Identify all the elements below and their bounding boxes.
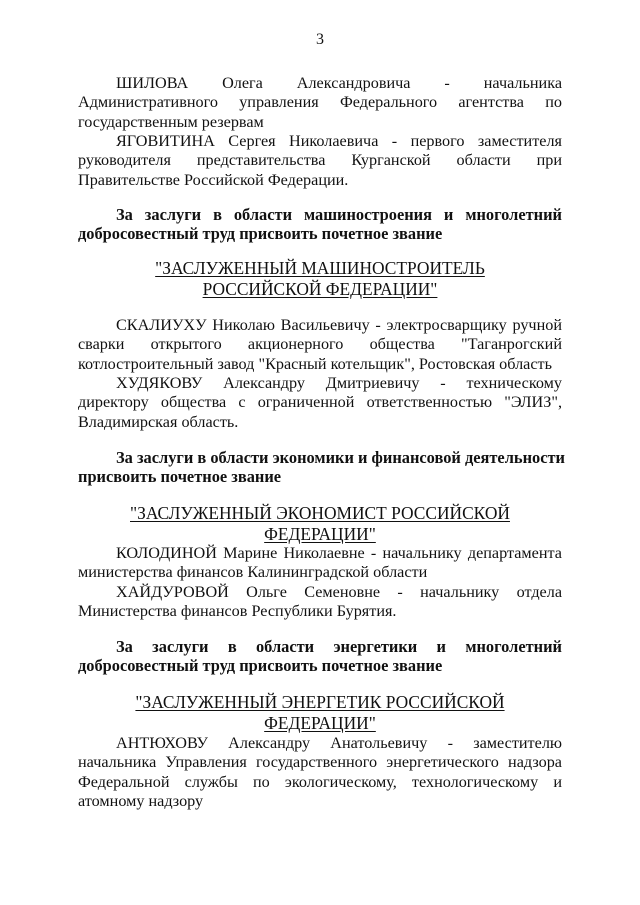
award-text-economy — [78, 448, 565, 487]
entry-line: Административного управления Федерального агентства по — [78, 93, 562, 112]
entry-khaidurova — [78, 583, 562, 622]
award-text-machine — [78, 205, 562, 244]
entry-line: министерства финансов Калининградской области — [78, 563, 428, 582]
entry-shilova — [78, 74, 562, 132]
award-line: За заслуги в области энергетики и многолетний — [116, 637, 562, 656]
entry-line: КОЛОДИНОЙ Марине Николаевне - начальнику департамента — [116, 544, 562, 562]
title-machine — [78, 258, 562, 300]
entry-line: государственным резервам — [78, 112, 264, 131]
award-line: присвоить почетное звание — [78, 467, 282, 487]
award-text-energy — [78, 637, 562, 676]
entry-line: Владимирская область. — [78, 412, 239, 431]
title-line: "ЗАСЛУЖЕННЫЙ МАШИНОСТРОИТЕЛЬ — [155, 258, 485, 278]
title-line: "ЗАСЛУЖЕННЫЙ ЭНЕРГЕТИК РОССИЙСКОЙ ФЕДЕРАЦИИ" — [135, 692, 505, 733]
entry-line: атомному надзору — [78, 791, 204, 810]
entry-line: ХАЙДУРОВОЙ Ольге Семеновне - начальнику отдела — [116, 583, 562, 601]
entry-antyukhov — [78, 734, 562, 811]
entry-line: ЯГОВИТИНА Сергея Николаевича - первого заместителя — [116, 132, 562, 150]
entry-line: СКАЛИУХУ Николаю Васильевичу - электросварщику ручной — [116, 316, 562, 334]
entry-kolodina — [78, 544, 562, 583]
entry-line: котлостроительный завод "Красный котельщик", Ростовская область — [78, 354, 553, 373]
entry-line: Правительстве Российской Федерации. — [78, 170, 349, 189]
entry-line: директору общества с ограниченной ответственностью "ЭЛИЗ", — [78, 393, 562, 412]
award-line: добросовестный труд присвоить почетное звание — [78, 656, 443, 676]
entry-khudyakov — [78, 374, 562, 432]
entry-line: Федеральной службы по экологическому, технологическому и — [78, 772, 562, 791]
entry-line: АНТЮХОВУ Александру Анатольевичу - заместителю — [116, 734, 562, 752]
title-energy — [78, 692, 562, 734]
entry-skaliukh — [78, 316, 562, 374]
award-line: За заслуги в области экономики и финансовой деятельности — [116, 448, 565, 467]
page-number: 3 — [316, 31, 324, 48]
title-line: "ЗАСЛУЖЕННЫЙ ЭКОНОМИСТ РОССИЙСКОЙ ФЕДЕРАЦИИ" — [130, 503, 510, 544]
title-line: РОССИЙСКОЙ ФЕДЕРАЦИИ" — [202, 279, 438, 299]
award-line: добросовестный труд присвоить почетное звание — [78, 224, 443, 244]
award-line: За заслуги в области машиностроения и многолетний — [116, 205, 562, 224]
entry-line: Министерства финансов Республики Бурятия. — [78, 602, 397, 621]
entry-line: сварки открытого акционерного общества "Таганрогский — [78, 335, 562, 354]
entry-line: руководителя представительства Курганской области при — [78, 151, 562, 170]
entry-line: начальника Управления государственного энергетического надзора — [78, 753, 562, 772]
entry-yagovitina — [78, 132, 562, 190]
entry-line: ШИЛОВА Олега Александровича - начальника — [116, 74, 562, 92]
entry-line: ХУДЯКОВУ Александру Дмитриевичу - техническому — [116, 374, 562, 392]
title-economy — [78, 503, 562, 545]
